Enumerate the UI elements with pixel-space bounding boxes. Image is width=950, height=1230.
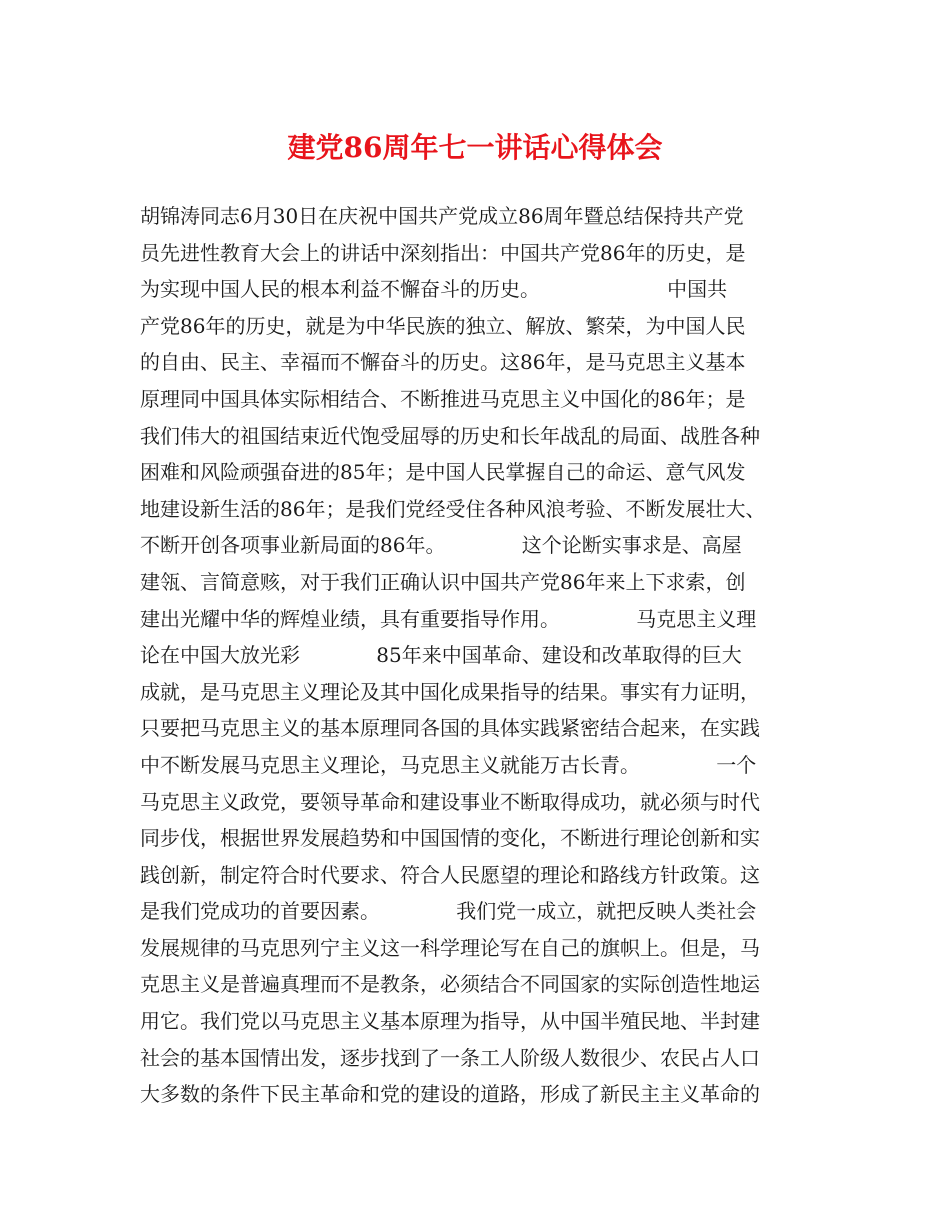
text-line: 胡锦涛同志6月30日在庆祝中国共产党成立86周年暨总结保持共产党 [140, 204, 744, 228]
text-line: 中不断发展马克思主义理论，马克思主义就能万古长青。 一个 [140, 752, 757, 777]
text-line: 马克思主义政党，要领导革命和建设事业不断取得成功，就必须与时代 [140, 789, 760, 814]
text-line: 论在中国大放光彩 85年来中国革命、建设和改革取得的巨大 [140, 643, 742, 668]
text-line: 用它。我们党以马克思主义基本原理为指导，从中国半殖民地、半封建 [140, 1009, 760, 1034]
text-line: 的自由、民主、幸福而不懈奋斗的历史。这86年，是马克思主义基本 [140, 350, 746, 375]
text-line: 发展规律的马克思列宁主义这一科学理论写在自己的旗帜上。但是，马 [140, 935, 760, 960]
text-line: 产党86年的历史，就是为中华民族的独立、解放、繁荣，为中国人民 [140, 313, 746, 338]
text-line: 建瓴、言简意赅，对于我们正确认识中国共产党86年来上下求索，创 [140, 569, 746, 594]
text-line: 社会的基本国情出发，逐步找到了一条工人阶级人数很少、农民占人口 [140, 1045, 760, 1070]
text-line: 成就，是马克思主义理论及其中国化成果指导的结果。事实有力证明， [140, 679, 760, 704]
text-line: 我们伟大的祖国结束近代饱受屈辱的历史和长年战乱的局面、战胜各种 [140, 423, 760, 448]
text-line: 同步伐，根据世界发展趋势和中国国情的变化，不断进行理论创新和实 [140, 826, 760, 851]
text-line: 困难和风险顽强奋进的85年；是中国人民掌握自己的命运、意气风发 [140, 460, 746, 485]
text-line: 只要把马克思主义的基本原理同各国的具体实践紧密结合起来，在实践 [140, 716, 760, 741]
text-line: 不断开创各项事业新局面的86年。 这个论断实事求是、高屋 [140, 533, 742, 558]
body-text [140, 198, 830, 1113]
text-line: 员先进性教育大会上的讲话中深刻指出：中国共产党86年的历史，是 [140, 240, 746, 265]
text-line: 地建设新生活的86年；是我们党经受住各种风浪考验、不断发展壮大、 [140, 496, 766, 521]
text-line: 建出光耀中华的辉煌业绩，具有重要指导作用。 马克思主义理 [140, 606, 757, 631]
text-line: 克思主义是普遍真理而不是教条，必须结合不同国家的实际创造性地运 [140, 972, 760, 997]
text-line: 为实现中国人民的根本利益不懈奋斗的历史。 中国共 [140, 277, 728, 302]
text-line: 原理同中国具体实际相结合、不断推进马克思主义中国化的86年；是 [140, 386, 746, 411]
page-title: 建党86周年七一讲话心得体会 [287, 131, 663, 164]
text-line: 大多数的条件下民主革命和党的建设的道路，形成了新民主主义革命的 [140, 1082, 760, 1107]
text-line: 践创新，制定符合时代要求、符合人民愿望的理论和路线方针政策。这 [140, 862, 760, 887]
text-line: 是我们党成功的首要因素。 我们党一成立，就把反映人类社会 [140, 899, 757, 924]
